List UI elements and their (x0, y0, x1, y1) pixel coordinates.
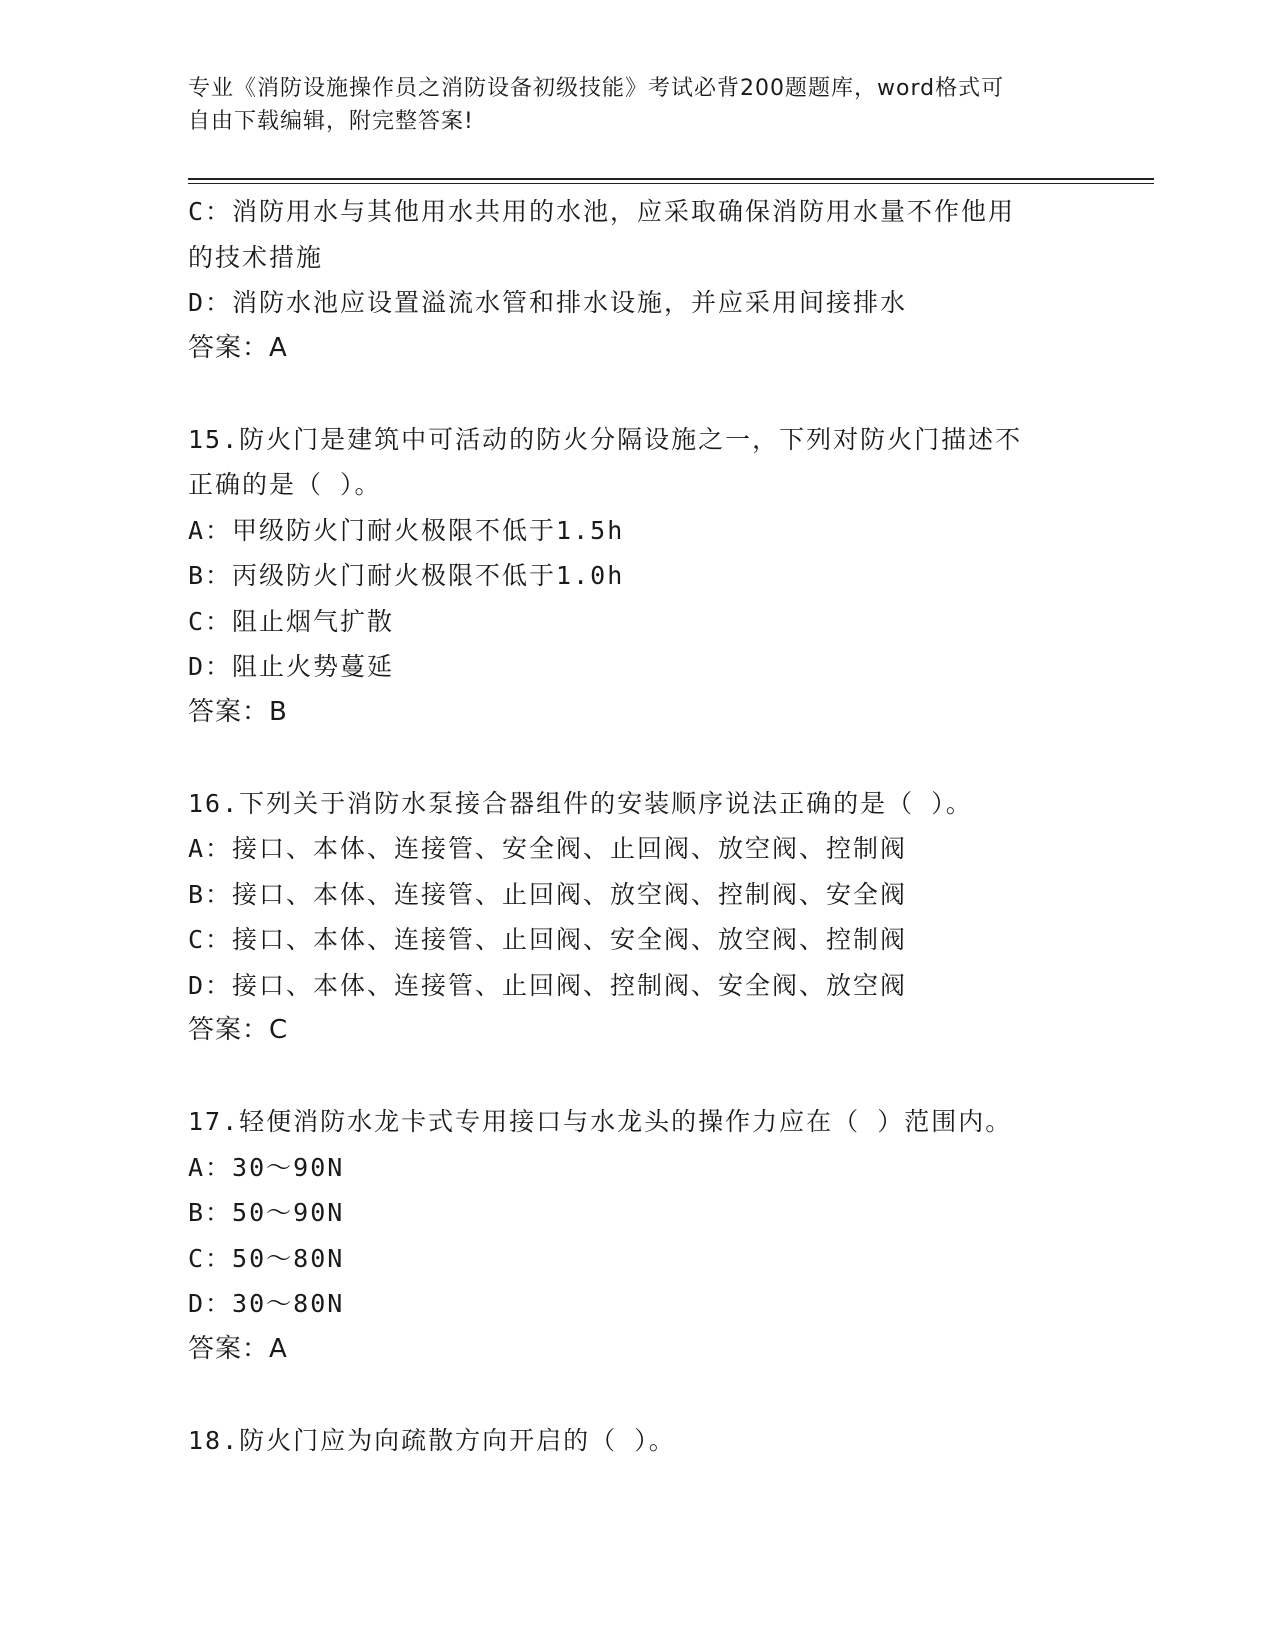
answer-line: 答案：A (188, 1333, 288, 1364)
option-c: C：消防用水与其他用水共用的水池，应采取确保消防用水量不作他用 (188, 197, 1016, 226)
option-b: B：接口、本体、连接管、止回阀、放空阀、控制阀、安全阀 (188, 879, 908, 909)
option-d: D：消防水池应设置溢流水管和排水设施，并应采用间接排水 (188, 288, 908, 317)
option-b: B：丙级防火门耐火极限不低于1.0h (188, 561, 625, 590)
option-c: C：阻止烟气扩散 (188, 606, 395, 636)
option-a: A：接口、本体、连接管、安全阀、止回阀、放空阀、控制阀 (188, 834, 908, 863)
spacer (188, 1054, 1088, 1100)
spacer (188, 1372, 1088, 1418)
answer-line: 答案：A (188, 332, 288, 363)
question-15 (188, 417, 1088, 736)
question-stem: 17.轻便消防水龙卡式专用接口与水龙头的操作力应在（ ）范围内。 (188, 1107, 1013, 1136)
question-stem: 16.下列关于消防水泵接合器组件的安装顺序说法正确的是（ ）。 (188, 788, 973, 818)
answer-line: 答案：B (188, 696, 288, 727)
spacer (188, 371, 1088, 417)
document-header (188, 72, 1068, 138)
option-d: D：接口、本体、连接管、止回阀、控制阀、安全阀、放空阀 (188, 970, 908, 1000)
question-stem: 15.防火门是建筑中可活动的防火分隔设施之一，下列对防火门描述不 (188, 424, 1023, 454)
question-list (188, 189, 1088, 1463)
header-title-line-2: 自由下载编辑，附完整答案! (188, 109, 474, 134)
header-divider-thin (188, 183, 1154, 184)
answer-line: 答案：C (188, 1015, 289, 1045)
option-d: D：阻止火势蔓延 (188, 652, 395, 681)
header-divider-thick (188, 178, 1154, 180)
option-c: C：接口、本体、连接管、止回阀、安全阀、放空阀、控制阀 (188, 925, 908, 954)
option-a: A：甲级防火门耐火极限不低于1.5h (188, 515, 625, 545)
question-16 (188, 781, 1088, 1054)
option-d: D：30～80N (188, 1289, 345, 1318)
question-stem: 18.防火门应为向疏散方向开启的（ ）。 (188, 1425, 676, 1455)
question-17 (188, 1099, 1088, 1372)
header-title-line-1: 专业《消防设施操作员之消防设备初级技能》考试必背200题题库，word格式可 (188, 76, 1005, 101)
question-stem-continued: 正确的是（ ）。 (188, 470, 382, 499)
question-14-continuation (188, 189, 1088, 371)
option-c-continued: 的技术措施 (188, 242, 324, 272)
option-c: C：50～80N (188, 1243, 345, 1273)
spacer (188, 735, 1088, 781)
option-b: B：50～90N (188, 1198, 345, 1227)
question-18 (188, 1418, 1088, 1464)
option-a: A：30～90N (188, 1152, 345, 1182)
